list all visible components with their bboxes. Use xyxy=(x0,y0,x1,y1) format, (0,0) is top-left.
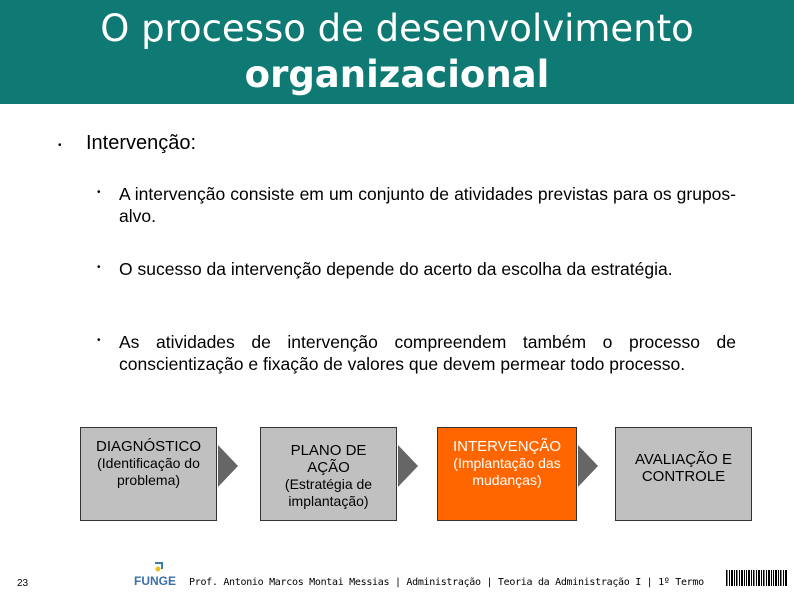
bullet-text-2: O sucesso da intervenção depende do acerto da escolha da estratégia. xyxy=(119,259,673,279)
bullet-text-3: As atividades de intervenção compreendem também o processo de conscientização e fixação de valores que devem permear todo processo. xyxy=(119,332,736,374)
step-avaliacao xyxy=(615,427,752,521)
step-detail: (Estratégia de implantação) xyxy=(284,476,373,509)
bullet-text-1: A intervenção consiste em um conjunto de atividades previstas para os grupos-alvo. xyxy=(119,184,736,226)
slide-title xyxy=(0,6,794,98)
step-detail: (Identificação do problema) xyxy=(97,455,200,488)
step-diagnostico xyxy=(80,427,217,521)
step-detail: (Implantação das mudanças) xyxy=(453,455,561,488)
barcode-icon xyxy=(726,570,788,590)
footer-credit: Prof. Antonio Marcos Montai Messias | Administração | Teoria da Administração I | 1º Termo xyxy=(189,577,704,588)
logo-text: FUNGE xyxy=(134,574,176,588)
flow-arrow xyxy=(218,445,238,487)
page-number: 23 xyxy=(17,578,29,589)
step-label: DIAGNÓSTICO xyxy=(95,438,201,455)
title-line-2: organizacional xyxy=(244,53,550,96)
step-label: INTERVENÇÃO xyxy=(452,438,562,455)
flow-arrow xyxy=(398,445,418,487)
bullet-dot: • xyxy=(97,262,101,273)
step-intervencao xyxy=(437,427,577,521)
bullet-dot: • xyxy=(97,335,101,346)
flow-arrow xyxy=(578,445,598,487)
bullet-dot: • xyxy=(58,140,62,151)
section-heading: Intervenção: xyxy=(86,132,197,154)
title-line-1: O processo de desenvolvimento xyxy=(100,7,694,50)
step-label: PLANO DE AÇÃO xyxy=(290,442,367,476)
bullet-dot: • xyxy=(97,187,101,198)
step-label: AVALIAÇÃO E CONTROLE xyxy=(635,451,732,485)
funge-logo xyxy=(125,561,185,591)
step-plano-de-acao xyxy=(260,427,397,521)
